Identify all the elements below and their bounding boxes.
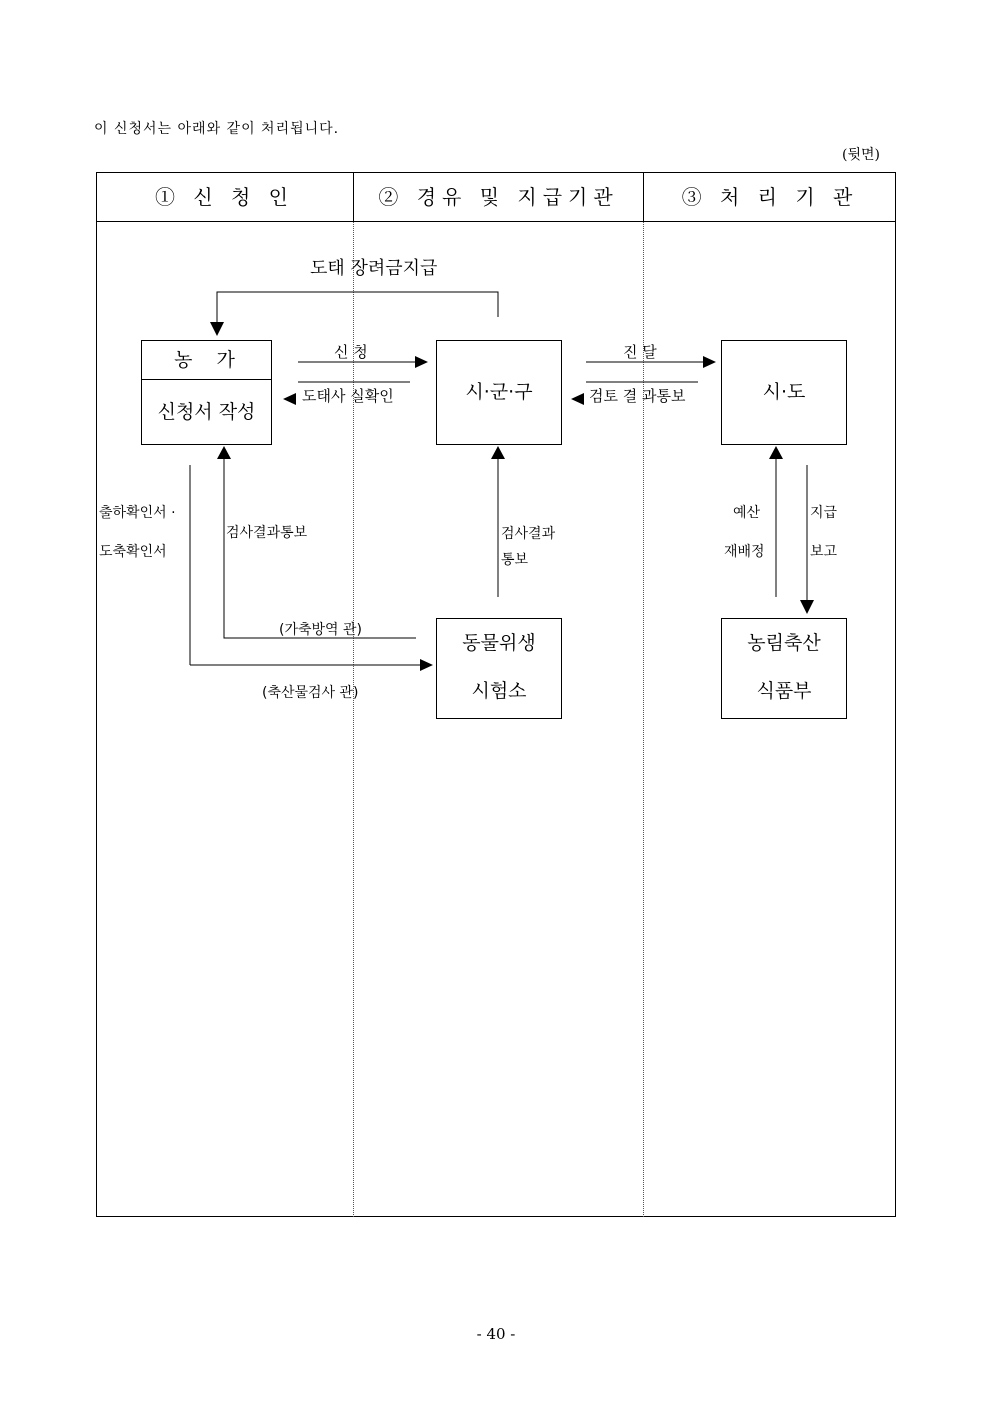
farm-subtitle: 신청서 작성 <box>157 401 256 423</box>
ministry-line-2: 식품부 <box>756 680 812 702</box>
arrowhead-down <box>210 322 224 336</box>
arrowhead-down <box>800 600 814 614</box>
arrowhead-up <box>217 446 231 459</box>
arrowhead-left <box>571 393 584 405</box>
payment-report-label-2: 보고 <box>810 544 838 560</box>
certificate-label-2: 도축확인서 <box>99 544 167 560</box>
arrowhead-left <box>283 393 296 405</box>
apply-label: 신 청 <box>334 343 368 361</box>
lab-line-1: 동물위생 <box>462 632 536 654</box>
farm-box <box>141 340 272 445</box>
animal-health-lab-box <box>436 618 562 719</box>
farm-title: 농 가 <box>142 341 271 380</box>
confirm-label: 도태사 실확인 <box>302 387 394 405</box>
arrowhead-right <box>415 356 428 368</box>
meat-inspector-label: (축산물검사 관) <box>262 685 359 701</box>
header-applicant: ① 신 청 인 <box>154 185 295 209</box>
certificate-label-1: 출하확인서 · <box>99 505 176 521</box>
arrowhead-right <box>703 356 716 368</box>
inspection-notice-mid-1: 검사결과 <box>501 526 556 542</box>
lab-line-2: 시험소 <box>471 680 527 702</box>
lab-notice-line <box>224 459 416 638</box>
sigungu-box: 시·군·구 <box>436 340 562 445</box>
arrowhead-up <box>769 446 783 459</box>
budget-label-1: 예산 <box>733 505 761 521</box>
sido-box: 시·도 <box>721 340 847 445</box>
quarantine-officer-label: (가축방역 관) <box>279 622 362 638</box>
review-label: 검토 결 과통보 <box>589 387 686 405</box>
payment-line <box>217 292 498 322</box>
page-number: - 40 - <box>476 1325 516 1343</box>
back-side-label: (뒷면) <box>842 147 880 163</box>
deliver-label: 진 달 <box>623 343 657 361</box>
budget-label-2: 재배정 <box>724 544 765 560</box>
intro-text: 이 신청서는 아래와 같이 처리됩니다. <box>94 121 340 137</box>
ministry-line-1: 농림축산 <box>747 632 821 654</box>
arrowhead-up <box>491 446 505 459</box>
header-relay-agency: ② 경유 및 지급기관 <box>378 185 619 209</box>
payment-label: 도태 장려금지급 <box>310 258 438 279</box>
ministry-box <box>721 618 847 719</box>
inspection-notice-mid-2: 통보 <box>501 552 529 568</box>
inspection-notice-left: 검사결과통보 <box>226 525 308 541</box>
payment-report-label-1: 지급 <box>810 505 838 521</box>
header-processing-agency: ③ 처 리 기 관 <box>681 185 859 209</box>
arrowhead-right <box>420 659 433 671</box>
